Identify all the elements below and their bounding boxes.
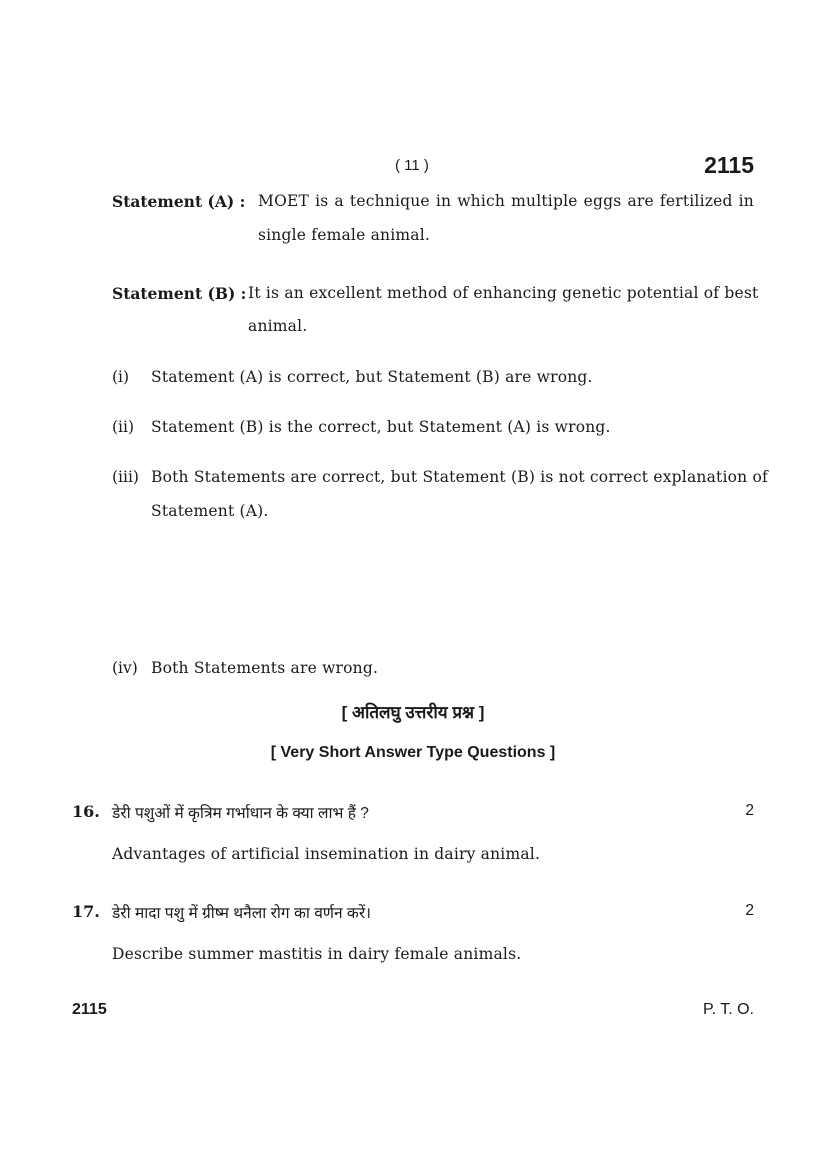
section-title-english: [ Very Short Answer Type Questions ] [270, 744, 556, 761]
question-16-text-english: Advantages of artificial insemination in dairy animal. [112, 845, 541, 863]
option-ii-text: Statement (B) is the correct, but Statement (A) is wrong. [151, 418, 611, 436]
page-number: ( 11 ) [395, 157, 429, 174]
statement-a-label: Statement (A) : [112, 192, 246, 211]
option-iii-text-line2: Statement (A). [151, 502, 269, 520]
question-16-text-hindi: डेरी पशुओं में कृत्रिम गर्भाधान के क्या लाभ हैं ? [112, 805, 369, 822]
question-17-text-hindi: डेरी मादा पशु में ग्रीष्म थनैला रोग का वर्णन करें। [112, 905, 372, 922]
statement-b-text-line1: It is an excellent method of enhancing genetic potential of best [248, 284, 759, 302]
option-iii-number: (iii) [112, 468, 139, 486]
please-turn-over: P. T. O. [703, 1001, 754, 1018]
question-16-number: 16. [72, 802, 100, 821]
section-title-hindi: [ अतिलघु उत्तरीय प्रश्न ] [341, 703, 485, 722]
statement-a-text-line2: single female animal. [258, 226, 430, 244]
option-iii-text-line1: Both Statements are correct, but Statement (B) is not correct explanation of [151, 468, 768, 486]
question-17-marks: 2 [745, 902, 754, 919]
option-i-number: (i) [112, 368, 130, 386]
paper-code-footer: 2115 [72, 1001, 107, 1018]
option-ii-number: (ii) [112, 418, 135, 436]
option-i-text: Statement (A) is correct, but Statement (B) are wrong. [151, 368, 593, 386]
question-16-marks: 2 [745, 802, 754, 819]
statement-b-text-line2: animal. [248, 317, 308, 335]
question-17-number: 17. [72, 902, 100, 921]
question-17-text-english: Describe summer mastitis in dairy female animals. [112, 945, 522, 963]
option-iv-text: Both Statements are wrong. [151, 659, 379, 677]
statement-a-text-line1: MOET is a technique in which multiple eggs are fertilized in [258, 192, 754, 210]
option-iv-number: (iv) [112, 659, 138, 677]
paper-code-header: 2115 [704, 152, 754, 178]
statement-b-label: Statement (B) : [112, 284, 247, 303]
